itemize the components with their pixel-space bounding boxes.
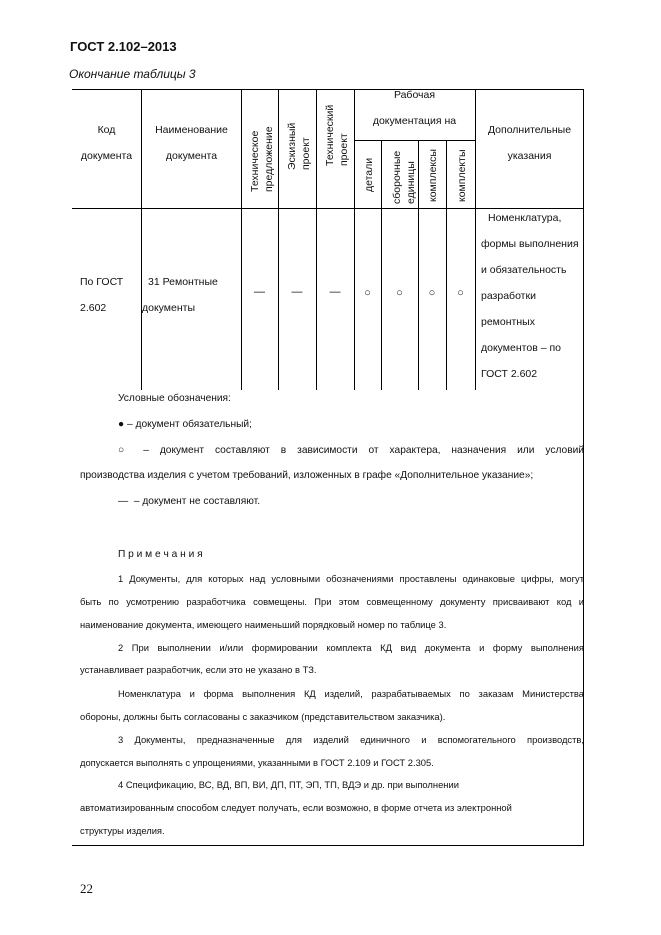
col-divider [278, 89, 279, 390]
table-bottom-border [72, 845, 584, 846]
table-right-border [583, 89, 584, 845]
header-kits: комплекты [456, 149, 468, 202]
legend-not-compiled: — – документ не составляют. [118, 496, 261, 507]
legend-mandatory: ● – документ обязательный; [118, 419, 252, 430]
legend-conditional-cont: производства изделия с учетом требований, изложенных в графе «Дополнительное указание»; [80, 470, 534, 481]
header-complexes: комплексы [427, 149, 439, 202]
header-name: Наименование документа [155, 124, 228, 162]
row-code: По ГОСТ 2.602 [80, 276, 124, 314]
header-assembly-units: сборочные единицы [391, 150, 417, 204]
cell-kits: ○ [457, 287, 464, 299]
row-additional-notes: Номенклатура, формы выполнения и обязательность разработки ремонтных документов – по ГОСТ 2.602 [481, 212, 579, 380]
table-continuation-caption: Окончание таблицы 3 [69, 67, 196, 81]
cell-assembly-units: ○ [396, 287, 403, 299]
working-doc-subheader-divider [354, 140, 475, 141]
cell-parts: ○ [364, 287, 371, 299]
cell-draft-project: — [291, 286, 303, 298]
col-divider [446, 140, 447, 390]
header-draft-project: Эскизный проект [286, 122, 312, 170]
header-tech-project: Технический проект [324, 104, 350, 166]
header-code: Код документа [80, 124, 133, 162]
col-divider [354, 89, 355, 390]
col-divider [418, 140, 419, 390]
cell-complexes: ○ [428, 287, 436, 299]
legend-title: Условные обозначения: [118, 393, 231, 404]
cell-tech-project: — [329, 286, 341, 298]
document-standard-header: ГОСТ 2.102–2013 [70, 39, 177, 54]
col-divider [241, 89, 242, 390]
header-working-docs: Рабочая документация на [372, 89, 457, 127]
cell-tech-proposal: — [254, 286, 265, 298]
page-number: 22 [80, 881, 93, 896]
row-name: 31 Ремонтные документы [142, 276, 218, 314]
header-tech-proposal: Техническое предложение [249, 126, 275, 192]
table-top-border [72, 89, 584, 90]
filled-circle-icon: ● [118, 419, 125, 430]
header-additional-notes: Дополнительные указания [487, 124, 572, 162]
col-divider [316, 89, 317, 390]
legend-conditional: ○ – документ составляют в зависимости от характера, назначения или условий [118, 445, 584, 456]
header-parts: детали [363, 157, 375, 192]
col-divider [381, 140, 382, 390]
dash-icon: — [118, 496, 129, 507]
notes-title: П р и м е ч а н и я [118, 549, 203, 560]
